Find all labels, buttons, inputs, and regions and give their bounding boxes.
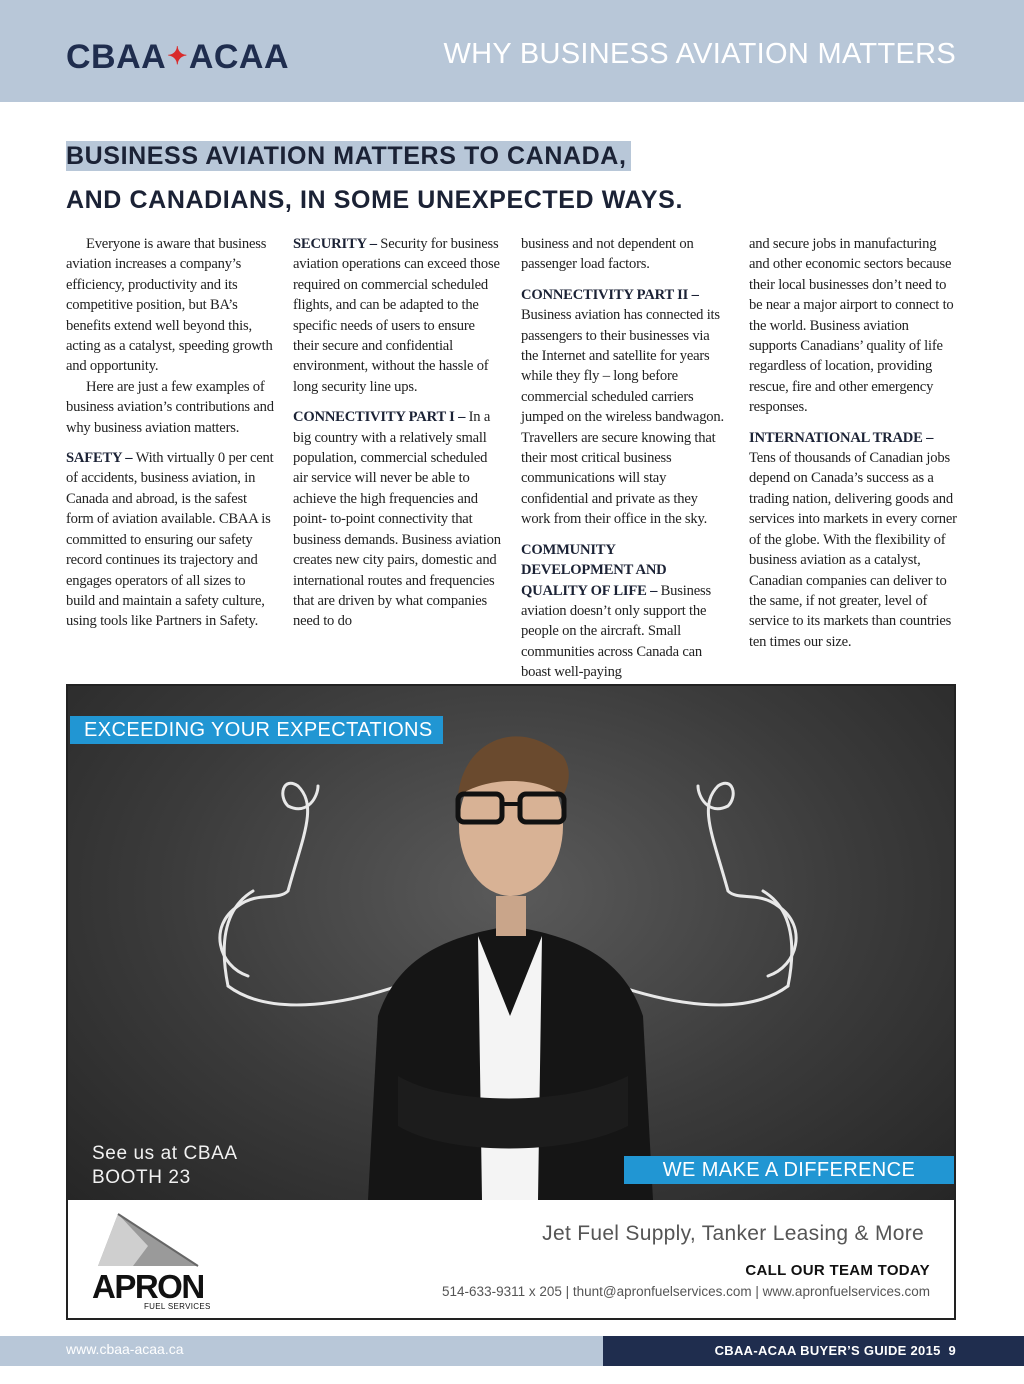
connectivity-2-text: Business aviation has connected its passengers to their businesses via the Internet and satellite for years while they fly – long before commercial scheduled carriers jumped on the wireless bandwagon. Travellers are secure knowing that their most critical business communications will stay confidential and private as they work from their office in the sky.	[521, 307, 724, 528]
safety-heading: SAFETY –	[66, 450, 133, 467]
section-title: WHY BUSINESS AVIATION MATTERS	[443, 38, 956, 70]
community-text: Business aviation doesn’t only support the people on the aircraft. Small communities across Canada can boast well-paying	[521, 582, 711, 681]
cbaa-logo	[66, 38, 289, 77]
article-column-1	[66, 234, 274, 632]
connectivity-1-heading: CONNECTIVITY PART I –	[293, 409, 466, 426]
community-paragraph	[521, 540, 729, 683]
security-heading: SECURITY –	[293, 236, 377, 252]
footer-guide	[715, 1343, 956, 1358]
trade-text: Tens of thousands of Canadian jobs depend on Canada’s success as a trading nation, delivering goods and services into markets in every corner of the globe. With the flexibility of business aviation as a catalyst, Canadian companies can deliver to the same, if not greater, level of service to its markets than countries ten times our size.	[749, 450, 957, 650]
ad-tagline: Jet Fuel Supply, Tanker Leasing & More	[542, 1222, 924, 1245]
apron-brand: APRON	[92, 1268, 204, 1305]
booth-line-1: See us at CBAA	[92, 1143, 238, 1164]
connectivity-2-paragraph	[521, 285, 729, 530]
ad-illustration	[68, 686, 954, 1200]
man-figure	[368, 736, 653, 1200]
page-header	[0, 0, 1024, 102]
apron-advertisement	[66, 684, 956, 1320]
ad-contact-details: 514-633-9311 x 205 | thunt@apronfuelservices.com | www.apronfuelservices.com	[442, 1284, 930, 1299]
security-text: Security for business aviation operations can exceed those required on commercial scheduled flights, and can be adapted to the specific needs of users to ensure their secure and confidential environment, without the hassle of long security line ups.	[293, 236, 500, 395]
examples-paragraph: Here are just a few examples of business aviation’s contributions and why business aviation matters.	[66, 378, 274, 436]
logo-left-text: CBAA	[66, 38, 167, 76]
community-heading: COMMUNITY DEVELOPMENT AND QUALITY OF LIFE –	[521, 541, 667, 599]
apron-brand-sub: FUEL SERVICES	[144, 1302, 211, 1311]
page-number: 9	[948, 1343, 956, 1358]
article-column-3	[521, 234, 729, 683]
safety-text: With virtually 0 per cent of accidents, business aviation, in Canada and abroad, is the safest form of aviation available. CBAA is committed to ensuring our safety record continues its trajectory and engages operators of all sizes to build and maintain a safety culture, using tools like Partners in Safety.	[66, 450, 274, 630]
continued-paragraph-2: and secure jobs in manufacturing and other economic sectors because their local businesses don’t need to be near a major airport to connect to the world. Business aviation supports Canadians’ quality of life regardless of location, providing rescue, fire and other emergency responses.	[749, 236, 954, 416]
connectivity-1-paragraph	[293, 407, 501, 631]
article-column-2	[293, 234, 501, 632]
footer-guide-title: CBAA-ACAA BUYER’S GUIDE 2015	[714, 1343, 941, 1358]
booth-line-2: BOOTH 23	[92, 1167, 191, 1188]
article-columns	[66, 234, 957, 681]
call-team-text: CALL OUR TEAM TODAY	[745, 1262, 930, 1279]
connectivity-1-text: In a big country with a relatively small population, commercial scheduled air service will never be able to achieve the high frequencies and point- to-point connectivity that business demands. Business aviation creates new city pairs, domestic and international routes and frequencies that are driven by what companies need to do	[293, 409, 501, 630]
intro-paragraph: Everyone is aware that business aviation increases a company’s efficiency, productivity and its competitive position, but BA’s benefits extend well beyond this, acting as a catalyst, speeding growth and opportunity.	[66, 236, 273, 375]
headline-line-2: AND CANADIANS, IN SOME UNEXPECTED WAYS.	[66, 186, 683, 214]
ad-contact-strip	[68, 1200, 954, 1318]
logo-right-text: ACAA	[188, 38, 290, 76]
exceeding-expectations-banner: EXCEEDING YOUR EXPECTATIONS	[70, 716, 443, 744]
booth-text	[92, 1142, 238, 1190]
safety-paragraph	[66, 448, 274, 632]
trade-heading: INTERNATIONAL TRADE –	[749, 429, 934, 446]
headline-line-1: BUSINESS AVIATION MATTERS TO CANADA,	[66, 141, 631, 171]
security-paragraph	[293, 234, 501, 397]
footer-url: www.cbaa-acaa.ca	[66, 1341, 184, 1357]
make-difference-banner: WE MAKE A DIFFERENCE	[624, 1156, 954, 1184]
ad-photo	[68, 686, 954, 1200]
trade-paragraph	[749, 428, 957, 652]
continued-paragraph: business and not dependent on passenger load factors.	[521, 236, 694, 273]
article-column-4	[749, 234, 957, 652]
connectivity-2-heading: CONNECTIVITY PART II –	[521, 286, 699, 303]
maple-leaf-icon: ✦	[167, 43, 188, 70]
